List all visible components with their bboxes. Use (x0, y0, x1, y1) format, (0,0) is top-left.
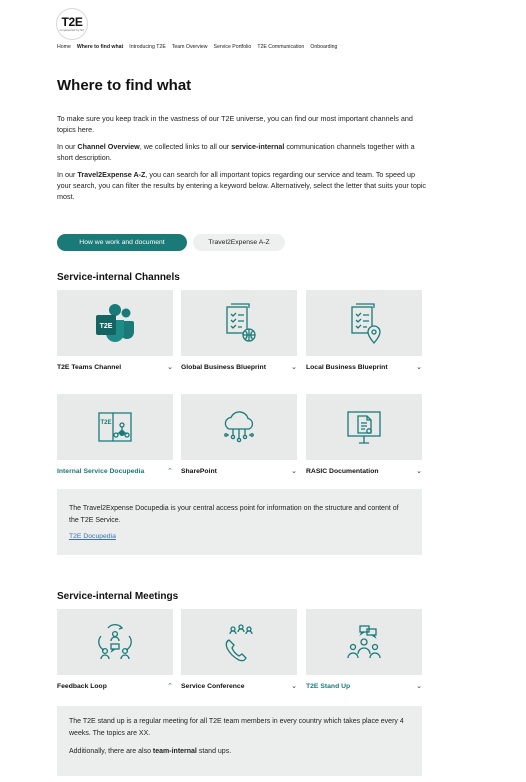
text: In our (57, 170, 78, 180)
panel-text: The Travel2Expense Docupedia is your central access point for information on the structure and content of the T2E Service. (69, 505, 399, 524)
card-title: RASIC Documentation (306, 467, 379, 475)
card-title: Feedback Loop (57, 682, 107, 690)
card-internal-service-docupedia[interactable] (57, 394, 173, 478)
card-title: Local Business Blueprint (306, 363, 388, 371)
card-t2e-stand-up[interactable] (306, 609, 422, 693)
meetings-heading: Service-internal Meetings (57, 591, 179, 602)
svg-text:T2E: T2E (99, 323, 113, 330)
chevron-down-icon[interactable]: ⌄ (291, 364, 297, 371)
intro-paragraph-2 (57, 142, 429, 163)
card-title: Internal Service Docupedia (57, 467, 145, 475)
bold-text: service-internal (231, 142, 285, 152)
bold-text: team-internal (152, 748, 197, 755)
text: , we collected links to all our (139, 142, 232, 152)
chevron-down-icon[interactable]: ⌄ (416, 683, 422, 690)
feedback-group-icon (57, 609, 173, 675)
monitor-document-icon (306, 394, 422, 460)
card-local-business-blueprint[interactable] (306, 290, 422, 374)
chevron-down-icon[interactable]: ⌄ (416, 364, 422, 371)
nav-t2e-communication[interactable]: T2E Communication (257, 44, 305, 50)
card-sharepoint[interactable] (181, 394, 297, 478)
chevron-down-icon[interactable]: ⌄ (167, 364, 173, 371)
card-label (306, 679, 422, 693)
text: In our (57, 142, 78, 152)
tab-how-we-work[interactable]: How we work and document (57, 234, 187, 251)
card-t2e-teams-channel[interactable] (57, 290, 173, 374)
card-title: Global Business Blueprint (181, 363, 266, 371)
document-location-icon (306, 290, 422, 356)
card-title: T2E Stand Up (306, 682, 351, 690)
teams-icon (57, 290, 173, 356)
intro-text (57, 114, 429, 209)
nav-where-to-find-what[interactable]: Where to find what (76, 44, 124, 50)
card-label (306, 360, 422, 374)
docupedia-icon (57, 394, 173, 460)
channels-heading: Service-internal Channels (57, 272, 180, 283)
standup-icon (306, 609, 422, 675)
chevron-down-icon[interactable]: ⌄ (416, 468, 422, 475)
card-title: T2E Teams Channel (57, 363, 122, 371)
card-title: Service Conference (181, 682, 245, 690)
card-label (57, 464, 173, 478)
nav-service-portfolio[interactable]: Service Portfolio (213, 44, 252, 50)
tab-travel2expense-a-z[interactable]: Travel2Expense A-Z (193, 234, 285, 251)
card-service-conference[interactable] (181, 609, 297, 693)
intro-paragraph-1: To make sure you keep track in the vastness of our T2E universe, you can find our most important channels and topics here. (57, 114, 413, 134)
card-label (181, 360, 297, 374)
card-label (57, 679, 173, 693)
logo-tagline: empowered by SC (59, 28, 85, 32)
svg-text:T2E: T2E (100, 420, 112, 426)
phone-conference-icon (181, 609, 297, 675)
page-title: Where to find what (57, 77, 192, 94)
bold-text: Travel2Expense A-Z (77, 170, 146, 180)
card-title: SharePoint (181, 467, 217, 475)
card-rasic-documentation[interactable] (306, 394, 422, 478)
card-label (181, 679, 297, 693)
chevron-up-icon[interactable]: ⌃ (167, 468, 173, 475)
standup-info-panel (57, 706, 422, 776)
chevron-up-icon[interactable]: ⌃ (167, 683, 173, 690)
card-label (306, 464, 422, 478)
panel-text-additional (69, 746, 410, 758)
intro-paragraph-3 (57, 170, 429, 202)
nav-onboarding[interactable]: Onboarding (310, 44, 338, 50)
logo-mark: T2E (61, 15, 83, 29)
t2e-docupedia-link[interactable]: T2E Docupedia (69, 533, 116, 540)
panel-text: The T2E stand up is a regular meeting for all T2E team members in every country which takes place every 4 weeks. The topics are XX. (69, 718, 404, 737)
t2e-logo[interactable] (56, 8, 88, 40)
tab-pills (57, 234, 285, 251)
card-global-business-blueprint[interactable] (181, 290, 297, 374)
nav-introducing-t2e[interactable]: Introducing T2E (129, 44, 166, 50)
docupedia-info-panel (57, 489, 422, 555)
text: stand ups. (196, 748, 232, 755)
chevron-down-icon[interactable]: ⌄ (291, 683, 297, 690)
cloud-network-icon (181, 394, 297, 460)
text: Additionally, there are also (69, 748, 153, 755)
chevron-down-icon[interactable]: ⌄ (291, 468, 297, 475)
bold-text: Channel Overview (77, 142, 140, 152)
text: , you can search for all important topics regarding our service and team. To speed up your search, you can filter the results by entering a keyword below. Alternatively, select the letter that suits your topic most. (57, 170, 427, 201)
document-globe-icon (181, 290, 297, 356)
card-label (181, 464, 297, 478)
text: communication channels together with a short description. (57, 142, 415, 162)
card-label (57, 360, 173, 374)
nav-home[interactable]: Home (57, 44, 71, 50)
top-nav (57, 44, 343, 50)
nav-team-overview[interactable]: Team Overview (171, 44, 208, 50)
card-feedback-loop[interactable] (57, 609, 173, 693)
